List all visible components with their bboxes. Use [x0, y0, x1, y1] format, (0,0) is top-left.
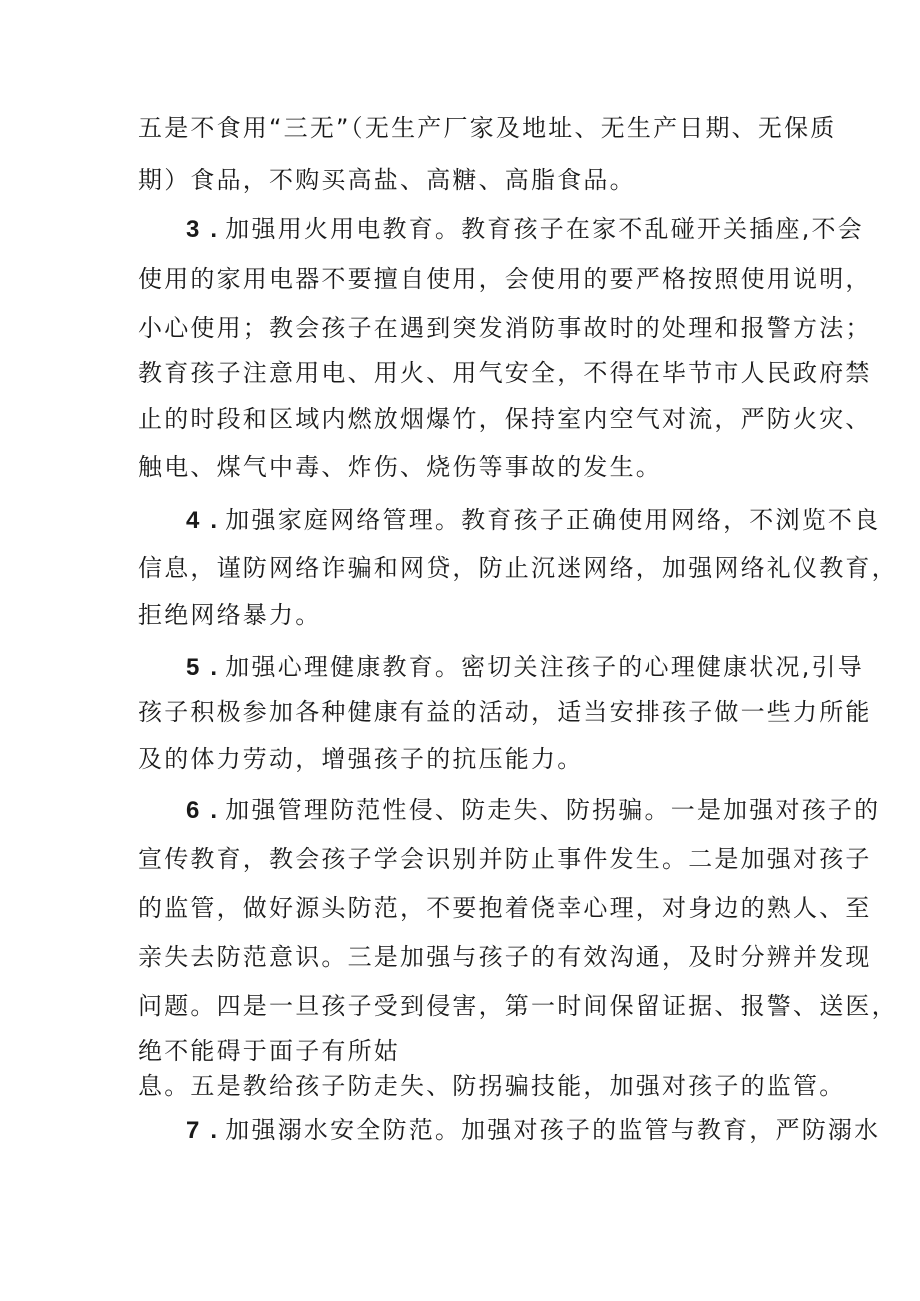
paragraph-7-first-line [186, 1115, 880, 1146]
text-line: 使用的家用电器不要擅自使用，会使用的要严格按照使用说明， [138, 265, 872, 293]
text-line: 绝不能碍于面子有所姑 [138, 1037, 400, 1065]
text-line: 加强用火用电教育。教育孩子在家不乱碰开关插座,不会 [225, 215, 864, 243]
item-number: 5 . [186, 654, 220, 681]
paragraph-5-first-line [186, 652, 864, 683]
text-line: 加强心理健康教育。密切关注孩子的心理健康状况,引导 [225, 653, 864, 681]
paragraph-6-first-line [186, 795, 880, 826]
text-line: 拒绝网络暴力。 [138, 601, 322, 629]
text-line: 触电、煤气中毒、炸伤、烧伤等事故的发生。 [138, 453, 662, 481]
item-number: 6 . [186, 797, 220, 824]
text-line: 加强管理防范性侵、防走失、防拐骗。一是加强对孩子的 [225, 796, 881, 824]
text-line: 小心使用；教会孩子在遇到突发消防事故时的处理和报警方法； [138, 314, 872, 342]
text-line: 加强溺水安全防范。加强对孩子的监管与教育，严防溺水 [225, 1116, 881, 1144]
text-line: 及的体力劳动，增强孩子的抗压能力。 [138, 745, 584, 773]
text-line: 宣传教育，教会孩子学会识别并防止事件发生。二是加强对孩子 [138, 845, 872, 873]
text-line: 亲失去防范意识。三是加强与孩子的有效沟通，及时分辨并发现 [138, 943, 872, 971]
text-line: 加强家庭网络管理。教育孩子正确使用网络，不浏览不良 [225, 506, 881, 534]
text-line: 期）食品，不购买高盐、高糖、高脂食品。 [138, 166, 636, 194]
text-line: 教育孩子注意用电、用火、用气安全，不得在毕节市人民政府禁 [138, 359, 872, 387]
text-line: 孩子积极参加各种健康有益的活动，适当安排孩子做一些力所能 [138, 698, 872, 726]
item-number: 3 . [186, 216, 220, 243]
text-line: 止的时段和区域内燃放烟爆竹，保持室内空气对流，严防火灾、 [138, 405, 872, 433]
paragraph-4-first-line [186, 505, 880, 536]
item-number: 7 . [186, 1117, 220, 1144]
text-line: 的监管，做好源头防范，不要抱着侥幸心理，对身边的熟人、至 [138, 894, 872, 922]
text-line: 信息，谨防网络诈骗和网贷，防止沉迷网络，加强网络礼仪教育， [138, 554, 898, 582]
paragraph-3-first-line [186, 214, 864, 245]
text-line: 息。五是教给孩子防走失、防拐骗技能，加强对孩子的监管。 [138, 1072, 846, 1100]
text-line: 问题。四是一旦孩子受到侵害，第一时间保留证据、报警、送医， [138, 992, 898, 1020]
text-line: 五是不食用“三无”（无生产厂家及地址、无生产日期、无保质 [138, 114, 837, 142]
item-number: 4 . [186, 507, 220, 534]
